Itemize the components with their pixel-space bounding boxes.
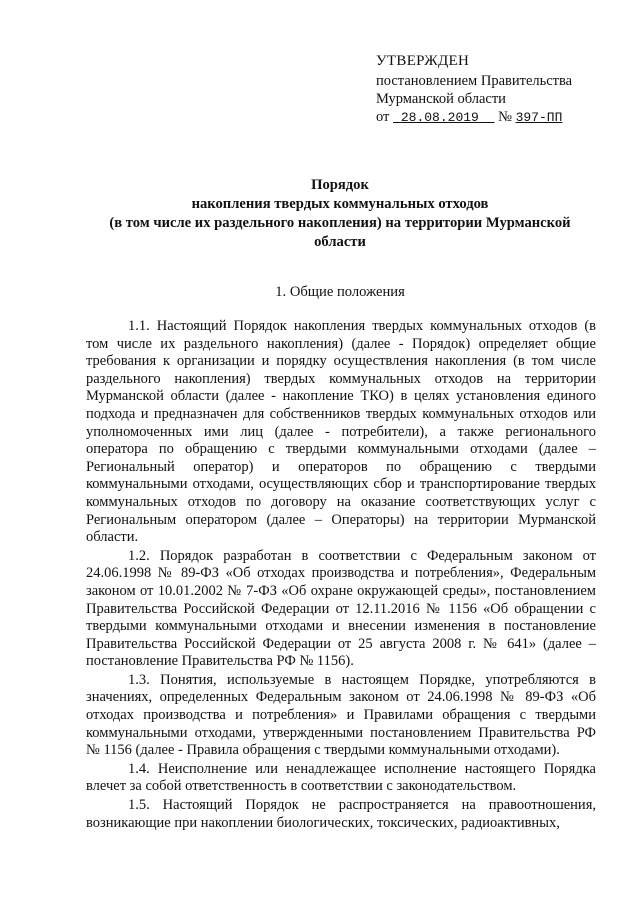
title-line-3: (в том числе их раздельного накопления) на территории Мурманской [109, 215, 571, 231]
paragraph-1-5: 1.5. Настоящий Порядок не распространяется на правоотношения, возникающие при накоплении биологических, токсических, радиоактивных, [86, 797, 596, 831]
approval-heading: УТВЕРЖДЕН [376, 53, 470, 69]
title-line-4: области [314, 234, 366, 250]
date-prefix: от [376, 109, 390, 125]
approval-stamp [376, 52, 616, 127]
title-line-2: накопления твердых коммунальных отходов [191, 196, 489, 212]
number-prefix: № [498, 109, 512, 125]
approval-date: 28.08.2019 [400, 110, 479, 125]
approval-number: 397-ПП [515, 110, 563, 125]
approval-date-line [376, 108, 616, 127]
section-heading: 1. Общие положения [275, 284, 405, 300]
document-body [86, 318, 596, 832]
paragraph-1-4: 1.4. Неисполнение или ненадлежащее исполнение настоящего Порядка влечет за собой ответственность в соответствии с законодательством. [86, 760, 596, 795]
title-line-1: Порядок [311, 177, 369, 193]
document-title [80, 176, 600, 252]
paragraph-1-2: 1.2. Порядок разработан в соответствии с Федеральным законом от 24.06.1998 № 89-ФЗ «Об отходах производства и потребления», Федеральным законом от 10.01.2002 № 7-ФЗ «Об охране окружающей среды», постановлением Правительства Российской Федерации от 12.11.2016 № 1156 «Об обращении с твердыми коммунальными отходами и внесении изменения в постановление Правительства Российской Федерации от 25 августа 2008 г. № 641» (далее – постановление Правительства РФ № 1156). [86, 547, 596, 670]
approval-line-2: Мурманской области [376, 91, 506, 107]
paragraph-1-3: 1.3. Понятия, используемые в настоящем Порядке, употребляются в значениях, определенных Федеральным законом от 24.06.1998 № 89-ФЗ «Об отходах производства и потребления» и Правилами обращения с твердыми коммунальными отходами, утвержденными постановлением Правительства РФ № 1156 (далее - Правила обращения с твердыми коммунальными отходами). [86, 671, 596, 759]
paragraph-1-1: 1.1. Настоящий Порядок накопления твердых коммунальных отходов (в том числе их раздельного накопления) (далее - Порядок) определяет общие требования к организации и порядку осуществления накопления (в том числе раздельного накопления) твердых коммунальных отходов на территории Мурманской области (далее - накопление ТКО) в целях установления единого подхода и предназначен для собственников твердых коммунальных отходов или уполномоченных ими лиц (далее - потребители), а также регионального оператора по обращению с твердыми коммунальными отходами (далее – Региональный оператор) и операторов по обращению с твердыми коммунальными отходами, осуществляющих сбор и транспортирование твердых коммунальных отходов по договору на оказание соответствующих услуг с Региональным оператором (далее – Операторы) на территории Мурманской области. [86, 318, 596, 546]
approval-line-1: постановлением Правительства [376, 73, 573, 89]
